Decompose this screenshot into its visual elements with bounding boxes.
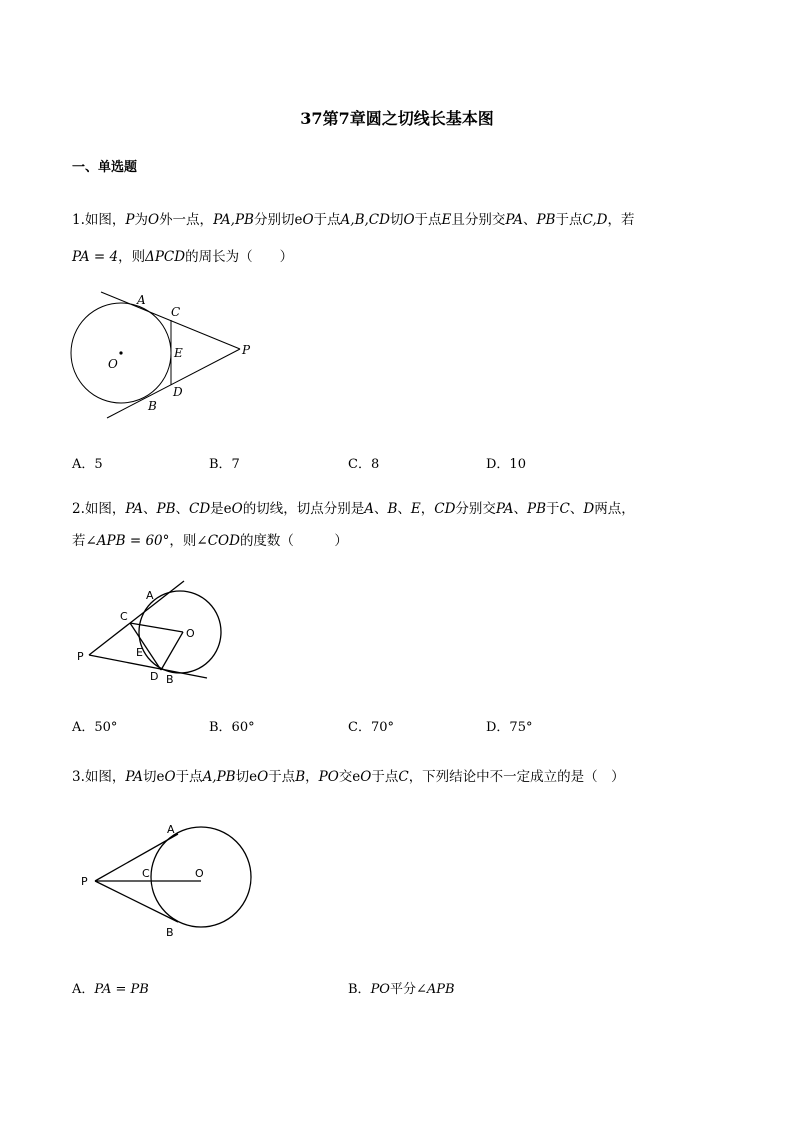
q1-var: O (403, 212, 415, 228)
q3-text: 于点 (268, 769, 296, 785)
q2-var: PA (125, 501, 143, 517)
q3-text: 如图， (84, 769, 126, 785)
q2-text: 、 (569, 501, 584, 517)
q1-option-c[interactable]: C．8 (348, 457, 380, 472)
circle-symbol: e (294, 212, 303, 228)
q1-text: 于点 (313, 212, 341, 228)
q2-var: E (410, 501, 421, 517)
q2-text: 若 (72, 533, 86, 549)
fig3-tangent-pb (95, 881, 178, 922)
q3-var: O (360, 769, 372, 785)
fig2-label-d: D (150, 670, 159, 683)
fig1-label-c: C (171, 305, 181, 319)
page-title: 37第7章圆之切线长基本图 (300, 109, 494, 128)
q1-option-a[interactable]: A．5 (72, 457, 103, 472)
q2-var: O (231, 501, 243, 517)
q1-text: ，若 (607, 212, 635, 228)
q2-text: 的切线，切点分别是 (242, 501, 365, 517)
q2-text: 于 (546, 501, 560, 517)
q1-var: PA,PB (213, 212, 254, 228)
option-math: PA = PB (94, 982, 149, 997)
q1-var: E (441, 212, 452, 228)
option-label: A． (72, 982, 95, 997)
q1-var: C,D (582, 212, 608, 228)
fig3-label-o: O (195, 867, 204, 880)
q3-text: 切 (142, 769, 157, 785)
q2-var: ∠COD (196, 533, 240, 549)
q1-var: O (302, 212, 314, 228)
q1-var: PB (536, 212, 556, 228)
q1-text: 为 (134, 212, 148, 228)
q2-option-d[interactable]: D．75° (486, 720, 533, 735)
q2-var: PB (527, 501, 547, 517)
fig3-label-b: B (166, 926, 174, 939)
q2-text: 、 (175, 501, 189, 517)
q1-text: 且分别交 (451, 212, 506, 228)
q1-var: A,B,CD (340, 212, 390, 228)
q1-option-d[interactable]: D．10 (486, 457, 526, 472)
q1-number: 1. (72, 212, 85, 228)
q2-var: ∠APB = 60° (85, 533, 170, 549)
section-heading: 一、单选题 (72, 160, 138, 175)
q2-option-a[interactable]: A．50° (72, 720, 118, 735)
q1-var: P (125, 212, 135, 228)
option-math: PO (370, 982, 390, 997)
q1-text: 的周长为（ ） (185, 249, 294, 265)
q1-text: 于点 (555, 212, 583, 228)
q3-text: 切 (235, 769, 250, 785)
q2-text: 、 (373, 501, 388, 517)
q1-text: 外一点， (159, 212, 214, 228)
q2-text: ， (420, 501, 435, 517)
option-text: 平分 (389, 982, 416, 997)
fig2-label-c: C (120, 610, 128, 623)
q3-text: 于点 (175, 769, 203, 785)
q1-var: O (147, 212, 160, 228)
q2-var: PA (495, 501, 514, 517)
fig1-label-e: E (174, 346, 183, 360)
q1-var: PA = 4 (72, 249, 119, 265)
circle-symbol: e (352, 769, 361, 785)
q3-text: 交 (338, 769, 353, 785)
fig3-label-c: C (142, 867, 150, 880)
q1-text: ，则 (118, 249, 146, 265)
q1-text: 分别切 (253, 212, 295, 228)
fig3-label-a: A (167, 823, 175, 836)
q3-var: PA (125, 769, 143, 785)
q1-text: 如图， (84, 212, 126, 228)
q2-var: CD (189, 501, 211, 517)
q3-var: A,PB (202, 769, 236, 785)
q2-var: CD (434, 501, 456, 517)
q3-var: PO (318, 769, 339, 785)
q3-text: 于点 (371, 769, 399, 785)
q3-option-a[interactable] (72, 978, 149, 997)
q2-text: 是 (210, 501, 224, 517)
q2-text: 两点， (594, 501, 635, 517)
fig1-label-d: D (173, 385, 183, 399)
fig1-label-o: O (108, 357, 118, 371)
q3-number: 3. (72, 769, 85, 785)
circle-symbol: e (156, 769, 165, 785)
fig3-tangent-pa (95, 834, 178, 881)
q2-text: 分别交 (455, 501, 496, 517)
q2-text: 、 (513, 501, 528, 517)
q2-number: 2. (72, 501, 85, 517)
fig2-label-e: E (136, 646, 143, 659)
fig2-label-o: O (186, 627, 195, 640)
q2-var: A (364, 501, 374, 517)
circle-symbol: e (223, 501, 232, 517)
q2-text: 的度数（ ） (239, 533, 348, 549)
q3-var: O (257, 769, 269, 785)
q1-var: PA (505, 212, 523, 228)
q3-text: ， (305, 769, 319, 785)
fig2-label-p: P (77, 650, 84, 663)
q1-text: 、 (522, 212, 537, 228)
q1-text: 切 (389, 212, 404, 228)
q1-var: ΔPCD (145, 249, 186, 265)
q3-var: O (164, 769, 176, 785)
q1-text: 于点 (414, 212, 442, 228)
q3-var: B (295, 769, 306, 785)
fig1-label-b: B (148, 399, 157, 413)
q2-text: 如图， (84, 501, 126, 517)
q2-var: B (387, 501, 398, 517)
q3-option-b[interactable] (348, 978, 455, 997)
q1-option-b[interactable]: B．7 (209, 457, 240, 472)
option-label: B． (348, 982, 371, 997)
fig1-label-p: P (242, 343, 251, 357)
fig3-label-p: P (81, 875, 88, 888)
q3-text: ，下列结论中不一定成立的是（ ） (408, 769, 625, 785)
circle-symbol: e (249, 769, 258, 785)
fig2-label-a: A (146, 589, 154, 602)
q2-text: ，则 (169, 533, 197, 549)
q2-var: D (583, 501, 595, 517)
q2-text: 、 (397, 501, 411, 517)
fig1-label-a: A (137, 293, 146, 307)
q3-var: C (398, 769, 409, 785)
q2-option-b[interactable]: B．60° (209, 720, 255, 735)
fig2-label-b: B (166, 673, 174, 686)
q2-var: PB (156, 501, 176, 517)
q2-text: 、 (142, 501, 157, 517)
q2-var: C (559, 501, 570, 517)
option-math: ∠APB (415, 982, 455, 997)
q2-option-c[interactable]: C．70° (348, 720, 394, 735)
